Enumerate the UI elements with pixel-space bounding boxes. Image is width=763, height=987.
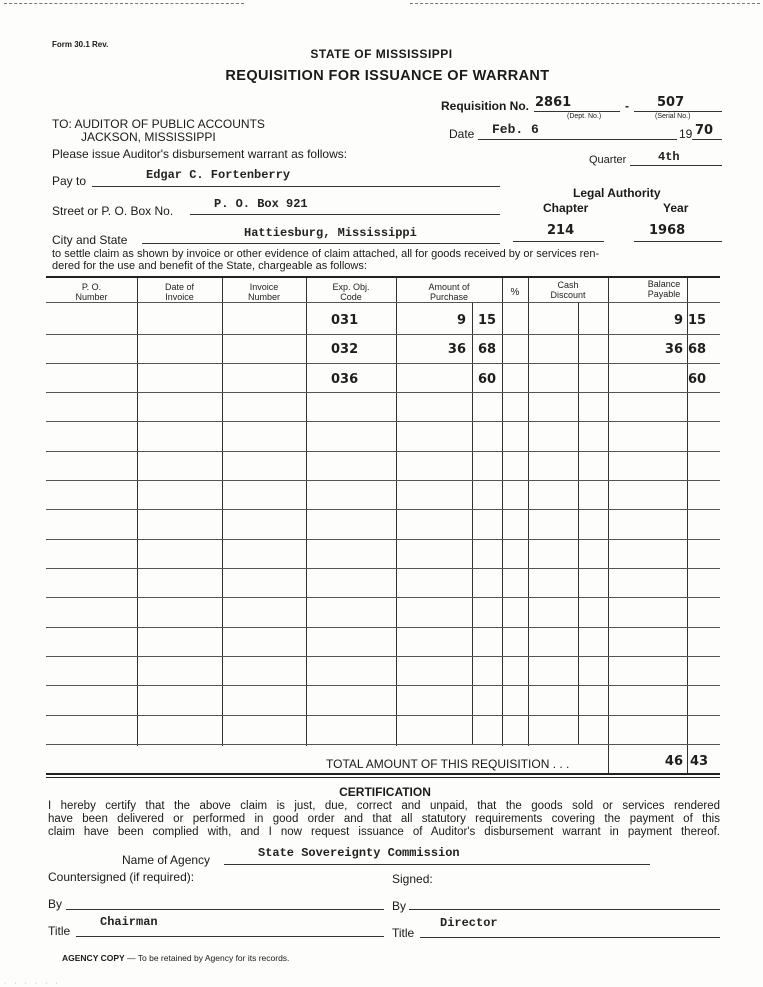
certification-line-1: I hereby certify that the above claim is just, due, correct and unpaid, that the goods sold or services rendered (48, 800, 720, 812)
serial-number-line (634, 111, 722, 112)
countersigned-label: Countersigned (if required): (48, 870, 195, 884)
pay-to-label: Pay to (52, 174, 87, 188)
row-line (46, 568, 720, 569)
row-line (46, 334, 720, 335)
date-year-prefix: 19 (679, 127, 693, 141)
col-line (502, 278, 503, 746)
legal-authority-heading: Legal Authority (573, 186, 661, 200)
settle-text-1: to settle claim as shown by invoice or other evidence of claim attached, all for goods received by or services ren- (52, 248, 600, 260)
col-line (137, 278, 138, 746)
pay-to-line (92, 186, 500, 187)
agency-line (224, 864, 650, 865)
total-cents: 43 (690, 754, 709, 769)
footer-agency-copy: AGENCY COPY (62, 953, 125, 963)
date-line (478, 139, 677, 140)
footer-retain-text: — To be retained by Agency for its records. (127, 953, 290, 963)
year-label: Year (663, 201, 689, 215)
row-3-code: 036 (331, 372, 359, 387)
requisition-separator: - (625, 99, 629, 113)
instruction-text: Please issue Auditor's disbursement warrant as follows: (52, 147, 348, 161)
table-bottom-rule-1 (46, 773, 720, 775)
top-dashed-edge (4, 3, 244, 4)
footer-note (62, 953, 289, 963)
row-line (46, 685, 720, 686)
quarter-line (630, 165, 722, 166)
header-invoice-number: Invoice Number (247, 282, 280, 302)
right-by-line (409, 909, 720, 910)
left-by-label: By (48, 897, 63, 911)
date-year-suffix: 70 (695, 123, 714, 138)
table-top-border (46, 276, 720, 278)
row-3-amount-cents: 60 (478, 372, 497, 387)
form-title: REQUISITION FOR ISSUANCE OF WARRANT (225, 68, 550, 84)
top-dashed-edge-right (410, 3, 760, 4)
row-line (46, 363, 720, 364)
row-2-code: 032 (331, 342, 359, 357)
row-2-amount-dollars: 36 (447, 342, 466, 357)
row-2-amount-cents: 68 (478, 342, 497, 357)
requisition-label: Requisition No. (441, 99, 529, 113)
row-1-amount-cents: 15 (478, 313, 497, 328)
col-line (222, 278, 223, 746)
header-cash-discount: Cash Discount (550, 280, 586, 300)
agency-label: Name of Agency (122, 853, 211, 867)
row-1-balance-dollars: 9 (673, 313, 683, 328)
claim-table (46, 276, 720, 774)
row-line (46, 656, 720, 657)
row-1-code: 031 (331, 313, 359, 328)
row-1-amount-dollars: 9 (456, 313, 466, 328)
row-2-balance-dollars: 36 (664, 342, 683, 357)
city-value: Hattiesburg, Mississippi (244, 226, 417, 240)
row-line (46, 715, 720, 716)
row-line (46, 480, 720, 481)
chapter-label: Chapter (543, 201, 589, 215)
row-line (46, 539, 720, 540)
agency-value: State Sovereignty Commission (258, 846, 460, 860)
pay-to-value: Edgar C. Fortenberry (146, 168, 291, 182)
addressee-line-1: TO: AUDITOR OF PUBLIC ACCOUNTS (52, 117, 265, 131)
header-date-of-invoice: Date of Invoice (164, 282, 195, 302)
certification-line-2: have been delivered or performed in good order and that all statutory requirements covering the payment of this (48, 813, 720, 825)
right-title-line (420, 937, 720, 938)
header-balance-payable: Balance Payable (647, 279, 681, 299)
header-exp-obj-code: Exp. Obj. Code (332, 282, 370, 302)
col-line (472, 302, 473, 744)
year-line (634, 241, 722, 242)
street-value: P. O. Box 921 (214, 197, 308, 211)
city-label: City and State (52, 233, 128, 247)
state-heading: STATE OF MISSISSIPPI (310, 47, 453, 61)
certification-line-3: claim have been complied with, and I now request issuance of Auditor's disbursement warrant in payment thereof. (48, 826, 720, 838)
row-2-balance-cents: 68 (688, 342, 707, 357)
form-number: Form 30.1 Rev. (52, 40, 109, 49)
date-label: Date (449, 127, 475, 141)
addressee-line-2: JACKSON, MISSISSIPPI (81, 130, 216, 144)
quarter-value: 4th (658, 150, 680, 164)
quarter-label: Quarter (589, 154, 627, 166)
row-line (46, 597, 720, 598)
header-bottom-line (46, 302, 720, 303)
street-line (190, 214, 500, 215)
row-line (46, 509, 720, 510)
col-line (608, 278, 609, 774)
chapter-line (513, 241, 604, 242)
left-title-label: Title (48, 924, 71, 938)
row-line (46, 627, 720, 628)
date-value: Feb. 6 (492, 122, 539, 137)
serial-caption: (Serial No.) (655, 113, 691, 120)
total-label: TOTAL AMOUNT OF THIS REQUISITION . . . (326, 757, 570, 771)
right-title-label: Title (392, 926, 415, 940)
dept-number-line (534, 111, 620, 112)
street-label: Street or P. O. Box No. (52, 204, 174, 218)
row-line (46, 421, 720, 422)
right-title-value: Director (440, 916, 498, 930)
signed-label: Signed: (392, 872, 433, 886)
dept-caption: (Dept. No.) (567, 113, 602, 120)
left-by-line (66, 909, 384, 910)
city-line (142, 243, 500, 244)
col-line (578, 302, 579, 744)
table-bottom-rule-2 (46, 777, 720, 778)
right-by-label: By (392, 899, 407, 913)
row-1-balance-cents: 15 (688, 313, 707, 328)
settle-text-2: dered for the use and benefit of the State, chargeable as follows: (52, 260, 367, 272)
year-value: 1968 (649, 223, 686, 238)
header-percent: % (510, 287, 520, 298)
col-line (528, 278, 529, 746)
col-line (396, 278, 397, 746)
dept-number: 2861 (535, 95, 572, 110)
row-line (46, 451, 720, 452)
header-amount-of-purchase: Amount of Purchase (428, 282, 470, 302)
date-year-line (692, 139, 722, 140)
left-title-value: Chairman (100, 915, 158, 929)
left-title-line (76, 936, 384, 937)
bottom-scan-dots: · · · · · · (4, 980, 61, 987)
header-po: P. O. Number (75, 282, 108, 302)
col-line (306, 278, 307, 746)
row-line (46, 392, 720, 393)
chapter-value: 214 (547, 223, 575, 238)
total-dollars: 46 (664, 754, 683, 769)
serial-number: 507 (657, 95, 685, 110)
row-line (46, 744, 720, 745)
row-3-balance-cents: 60 (688, 372, 707, 387)
certification-heading: CERTIFICATION (339, 785, 431, 799)
